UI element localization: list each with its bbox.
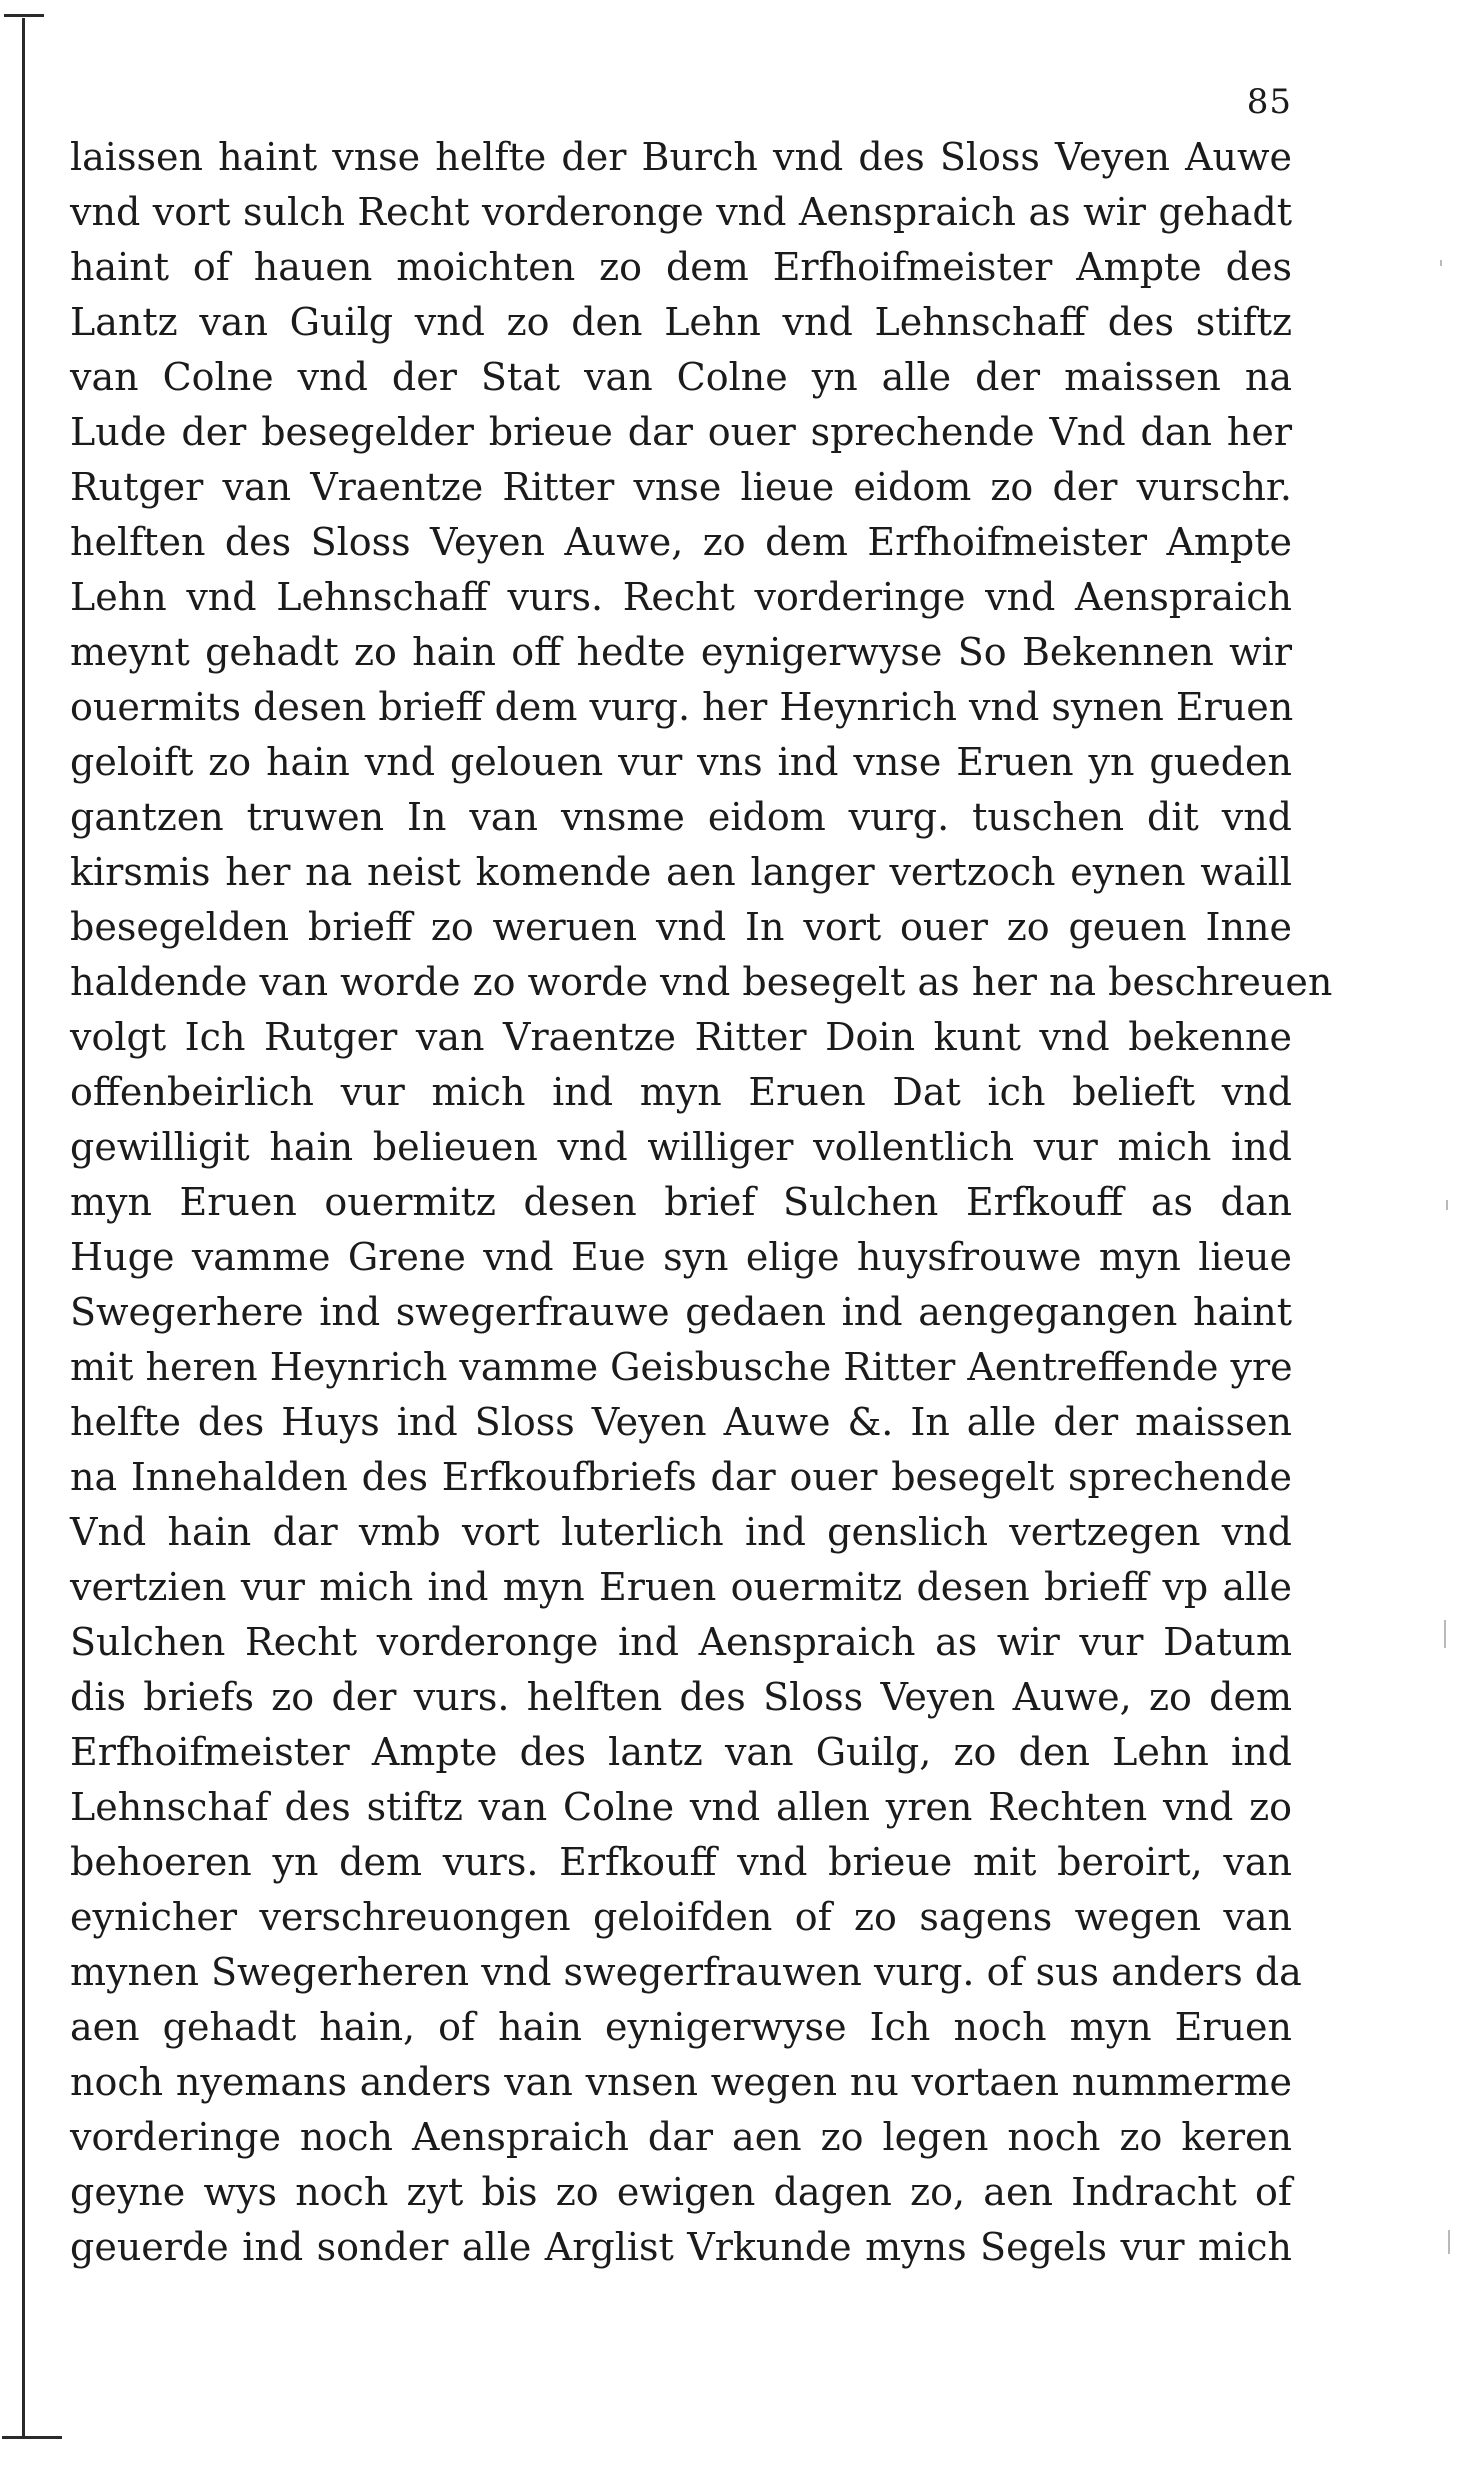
text-line: geyne wys noch zyt bis zo ewigen dagen zo, aen Indracht of — [70, 2170, 1292, 2214]
binding-edge — [22, 18, 25, 2438]
text-line: haint of hauen moichten zo dem Erfhoifmeister Ampte des — [70, 245, 1292, 289]
scan-speck — [1440, 260, 1442, 266]
text-line: Vnd hain dar vmb vort luterlich ind genslich vertzegen vnd — [70, 1510, 1292, 1554]
text-line: gewilligit hain belieuen vnd williger vollentlich vur mich ind — [70, 1125, 1292, 1169]
text-line: eynicher verschreuongen geloifden of zo sagens wegen van — [70, 1895, 1292, 1939]
text-line: geloift zo hain vnd gelouen vur vns ind vnse Eruen yn gueden — [70, 740, 1292, 784]
binding-edge-bottom — [2, 2436, 62, 2439]
text-line: Lude der besegelder brieue dar ouer sprechende Vnd dan her — [70, 410, 1292, 454]
text-line: besegelden brieff zo weruen vnd In vort ouer zo geuen Inne — [70, 905, 1292, 949]
text-line: ouermits desen brieff dem vurg. her Heynrich vnd synen Eruen — [70, 685, 1294, 729]
text-line: helften des Sloss Veyen Auwe, zo dem Erfhoifmeister Ampte — [70, 520, 1292, 564]
text-line: gantzen truwen In van vnsme eidom vurg. tuschen dit vnd — [70, 795, 1292, 839]
body-text — [70, 130, 1333, 2275]
text-line: meynt gehadt zo hain off hedte eynigerwyse So Bekennen wir — [70, 630, 1292, 674]
binding-edge-top — [4, 14, 44, 17]
text-line: behoeren yn dem vurs. Erfkouff vnd brieue mit beroirt, van — [70, 1840, 1292, 1884]
text-line: Erfhoifmeister Ampte des lantz van Guilg, zo den Lehn ind — [70, 1730, 1292, 1774]
text-line: dis briefs zo der vurs. helften des Sloss Veyen Auwe, zo dem — [70, 1675, 1292, 1719]
text-line: mynen Swegerheren vnd swegerfrauwen vurg. of sus anders da — [70, 1950, 1302, 1994]
text-line: vnd vort sulch Recht vorderonge vnd Aenspraich as wir gehadt — [70, 190, 1292, 234]
text-line: Rutger van Vraentze Ritter vnse lieue eidom zo der vurschr. — [70, 465, 1292, 509]
text-line: helfte des Huys ind Sloss Veyen Auwe &. In alle der maissen — [70, 1400, 1292, 1444]
text-line: vorderinge noch Aenspraich dar aen zo legen noch zo keren — [70, 2115, 1292, 2159]
text-line: Huge vamme Grene vnd Eue syn elige huysfrouwe myn lieue — [70, 1235, 1292, 1279]
text-line: offenbeirlich vur mich ind myn Eruen Dat ich belieft vnd — [70, 1070, 1292, 1114]
scan-speck — [1444, 1620, 1446, 1648]
text-line: laissen haint vnse helfte der Burch vnd des Sloss Veyen Auwe — [70, 135, 1292, 179]
text-line: noch nyemans anders van vnsen wegen nu vortaen nummerme — [70, 2060, 1292, 2104]
text-line: Lantz van Guilg vnd zo den Lehn vnd Lehnschaff des stiftz — [70, 300, 1292, 344]
text-line: Lehnschaf des stiftz van Colne vnd allen yren Rechten vnd zo — [70, 1785, 1292, 1829]
text-line: myn Eruen ouermitz desen brief Sulchen Erfkouff as dan — [70, 1180, 1292, 1224]
scan-speck — [1448, 2230, 1450, 2254]
text-line: Swegerhere ind swegerfrauwe gedaen ind aengegangen haint — [70, 1290, 1292, 1334]
page-number: 85 — [1246, 82, 1292, 122]
text-line: na Innehalden des Erfkoufbriefs dar ouer besegelt sprechende — [70, 1455, 1292, 1499]
text-line: geuerde ind sonder alle Arglist Vrkunde myns Segels vur mich — [70, 2225, 1292, 2269]
text-line: mit heren Heynrich vamme Geisbusche Ritter Aentreffende yre — [70, 1345, 1293, 1389]
text-line: kirsmis her na neist komende aen langer vertzoch eynen waill — [70, 850, 1292, 894]
text-line: aen gehadt hain, of hain eynigerwyse Ich noch myn Eruen — [70, 2005, 1292, 2049]
text-line: Sulchen Recht vorderonge ind Aenspraich as wir vur Datum — [70, 1620, 1292, 1664]
text-line: haldende van worde zo worde vnd besegelt as her na beschreuen — [70, 960, 1333, 1004]
scan-speck — [1446, 1200, 1448, 1210]
text-line: Lehn vnd Lehnschaff vurs. Recht vorderinge vnd Aenspraich — [70, 575, 1292, 619]
text-line: vertzien vur mich ind myn Eruen ouermitz desen brieff vp alle — [70, 1565, 1292, 1609]
text-line: van Colne vnd der Stat van Colne yn alle der maissen na — [70, 355, 1292, 399]
text-line: volgt Ich Rutger van Vraentze Ritter Doin kunt vnd bekenne — [70, 1015, 1292, 1059]
